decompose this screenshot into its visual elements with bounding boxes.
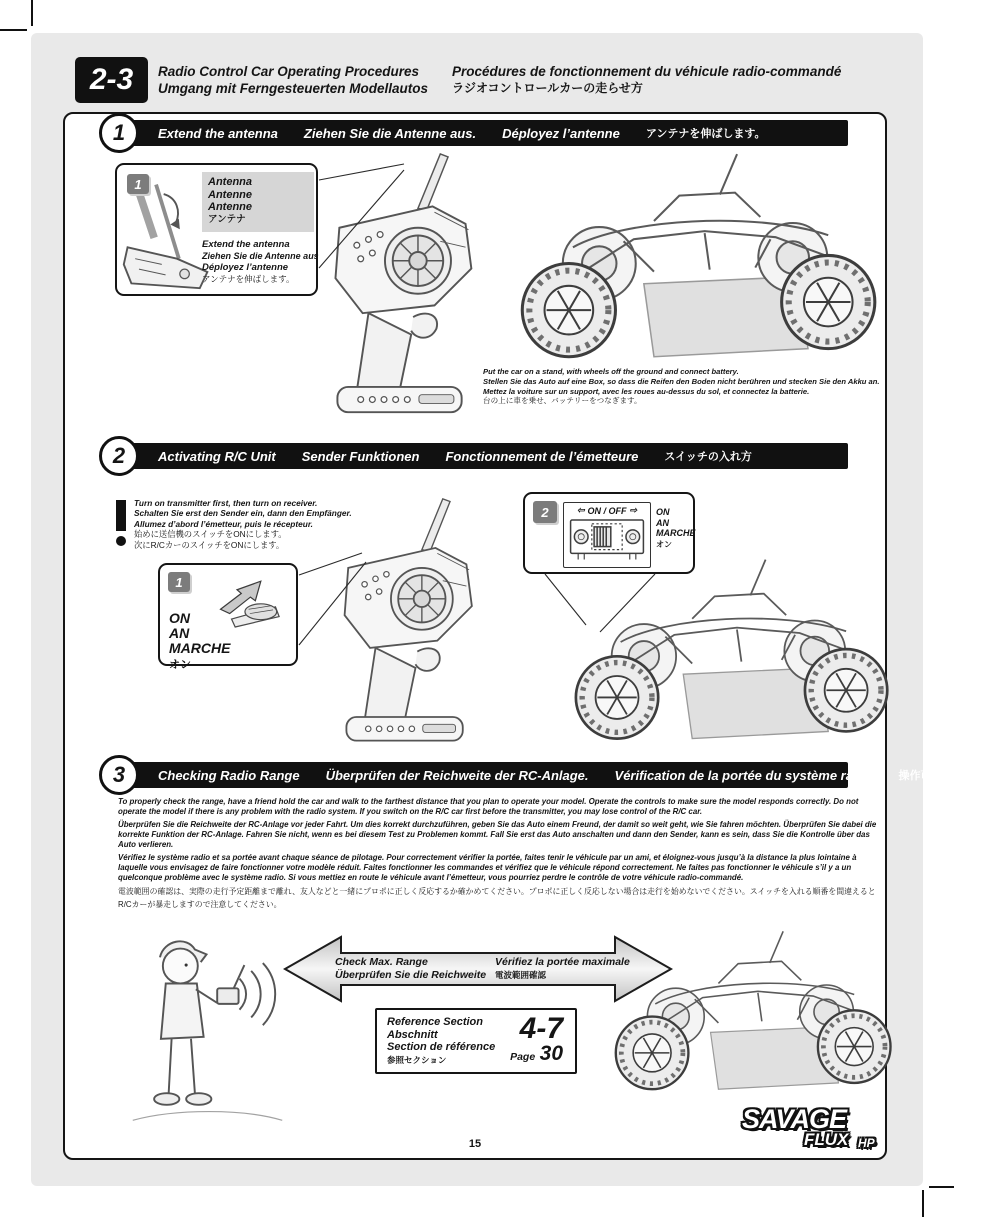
- reference-box: [375, 1008, 577, 1074]
- car-drawing-step3: [600, 928, 900, 1102]
- switch-label-row: [564, 505, 650, 516]
- step1-note-ja: 台の上に車を乗せ、バッテリーをつなぎます。: [483, 396, 642, 406]
- person-with-transmitter-drawing: [125, 928, 290, 1137]
- on-label: ON: [656, 507, 670, 517]
- page-title-col2: [452, 63, 841, 97]
- callout-badge-number: 1: [175, 574, 183, 590]
- arrow-right-icon: ⇨: [629, 505, 638, 515]
- on-label: ON: [169, 610, 190, 626]
- logo-savage-text: SAVAGE: [742, 1104, 847, 1134]
- page-title-fr: Procédures de fonctionnement du véhicule radio-commandé: [452, 64, 842, 79]
- antenna-caption-en: Extend the antenna: [202, 239, 290, 250]
- arrow-left-icon: ⇦: [576, 505, 585, 515]
- power-on-labels: [169, 611, 230, 672]
- step2-warning-ja2: 次にR/CカーのスイッチをONにします。: [134, 539, 285, 550]
- an-label: AN: [656, 517, 669, 528]
- antenna-caption-ja: アンテナを伸ばします。: [202, 273, 295, 284]
- range-label-col1: [335, 956, 486, 982]
- antenna-caption: [202, 239, 319, 285]
- reference-labels: [387, 1016, 495, 1066]
- page-title-de: Umgang mit Ferngesteuerten Modellautos: [158, 81, 429, 96]
- step1-note-de: Stellen Sie das Auto auf eine Box, so dass die Reifen den Boden nicht berühren und stecken Sie den Akku an.: [483, 376, 880, 386]
- car-drawing-step2: [558, 556, 898, 753]
- savage-flux-logo: [742, 1104, 892, 1162]
- page-title-en: Radio Control Car Operating Procedures: [158, 64, 420, 79]
- range-label-de: Überprüfen Sie die Reichweite: [335, 969, 487, 981]
- crop-mark-bottom-right-v: [922, 1190, 924, 1217]
- step1-note-en: Put the car on a stand, with wheels off the ground and connect battery.: [483, 367, 739, 376]
- on-label-ja: オン: [656, 539, 672, 549]
- step2-warning-ja1: 始めに送信機のスイッチをONにします。: [134, 529, 287, 540]
- step3-paragraphs: [118, 797, 880, 914]
- step2-heading-fr: Fonctionnement de l’émetteure: [445, 448, 639, 464]
- range-label-fr: Vérifiez la portée maximale: [495, 956, 630, 968]
- step2-warning-en: Turn on transmitter first, then turn on receiver.: [134, 498, 318, 508]
- an-label: AN: [169, 625, 190, 641]
- reference-label-de: Abschnitt: [387, 1028, 438, 1041]
- antenna-label-box: [202, 172, 314, 232]
- on-off-switch-drawing: [566, 517, 648, 561]
- reference-page: [510, 1042, 563, 1066]
- antenna-caption-de: Ziehen Sie die Antenne aus: [202, 250, 319, 261]
- reference-label-fr: Section de référence: [387, 1041, 496, 1053]
- antenna-caption-fr: Déployez l’antenne: [202, 262, 289, 273]
- step3-para-fr: Vérifiez le système radio et sa portée avant chaque séance de pilotage. Pour correctement vérifier la portée, faites tenir le véhicule par un ami, et éloignez-vous jusqu’à la distance la plus lointaine à laquelle vous envisagez de faire fonctionner votre modèle réduit. Faites fonctionner les commandes et vérifiez que le véhicule répond correctement. Ne faites pas fonctionner le véhicule s’il y a un quelconque problème avec le système radio. Si vous mettiez en route le véhicule avant l’émetteur, vous pourriez perdre le contrôle de votre véhicule radio-commandé.: [118, 853, 857, 882]
- callout-badge: [533, 501, 557, 523]
- callout-badge-number: 1: [134, 176, 142, 192]
- page-title-ja: ラジオコントロールカーの走らせ方: [452, 81, 643, 95]
- range-label-en: Check Max. Range: [335, 956, 428, 968]
- step3-para-ja: 電波範囲の確認は、実際の走行予定距離まで離れ、友人などと一緒にプロポに正しく反応するか確かめてください。プロポに正しく反応しない場合は走行を始めないでください。スイッチを入れる順番を間違えるとR/Cカーが暴走しますので注意してください。: [118, 887, 876, 909]
- step3-para-de: Überprüfen Sie die Reichweite der RC-Anlage vor jeder Fahrt. Um dies korrekt durchzuführen, geben Sie das Auto einem Freund, der damit so weit geht, wie Sie fahren möchten. Überprüfen Sie dabei die korrekte Funktion der RC-Anlage. Fahren Sie nicht, wenn es bei diesem Test zu Problemen kommt. Fall Sie erst das Auto anschalten und dann den Sender, kann es sein, dass Sie die Kontrolle über das Auto verlieren.: [118, 820, 877, 849]
- transmitter-drawing-step1: [318, 152, 483, 419]
- power-on-callout-box: [158, 563, 298, 671]
- logo-flux-text: FLUX: [804, 1130, 849, 1149]
- crop-mark-top-left-v: [31, 0, 33, 26]
- step2-header-bar: [120, 443, 848, 469]
- logo-hp-text: HP: [858, 1136, 875, 1150]
- marche-label: MARCHE: [656, 528, 696, 538]
- step2-heading-en: Activating R/C Unit: [158, 448, 276, 464]
- transmitter-drawing-step2: [328, 497, 483, 747]
- antenna-label-fr: Antenne: [208, 201, 252, 213]
- antenna-label-ja: アンテナ: [208, 213, 246, 225]
- page-title-col1: [158, 63, 428, 97]
- step1-heading-ja: アンテナを伸ばします。: [645, 128, 766, 140]
- antenna-label-en: Antenna: [208, 176, 252, 188]
- page-number: 15: [468, 1138, 482, 1150]
- reference-label-en: Reference Section: [387, 1016, 483, 1028]
- section-number: 2-3: [89, 63, 134, 96]
- callout-badge: [127, 174, 149, 194]
- step1-heading-en: Extend the antenna: [158, 125, 278, 141]
- step2-heading-ja: スイッチの入れ方: [664, 451, 752, 463]
- reference-page-number: 30: [539, 1042, 563, 1065]
- step2-number: 2: [112, 443, 126, 468]
- on-off-label: ON / OFF: [587, 505, 627, 516]
- step1-note-fr: Mettez la voiture sur un support, avec les roues au-dessus du sol, et connectez la batterie.: [483, 386, 810, 396]
- section-number-badge: [75, 57, 148, 103]
- step2-warning-de: Schalten Sie erst den Sender ein, dann den Empfänger.: [134, 508, 352, 519]
- step2-heading-de: Sender Funktionen: [301, 448, 420, 464]
- step1-number-circle: [99, 113, 139, 153]
- range-label-ja: 電波範囲確認: [495, 970, 547, 980]
- reference-section-number: 4-7: [519, 1012, 563, 1045]
- step3-number-circle: [99, 755, 139, 795]
- antenna-drawing: [121, 177, 213, 291]
- step3-number: 3: [112, 762, 126, 787]
- step1-note: [483, 367, 883, 406]
- callout-badge-number: 2: [541, 504, 549, 520]
- callout-badge: [168, 572, 190, 592]
- car-drawing-step1: [502, 150, 887, 373]
- marche-label: MARCHE: [169, 640, 231, 656]
- step1-number: 1: [112, 120, 126, 145]
- step3-heading-en: Checking Radio Range: [158, 767, 300, 783]
- step3-heading-de: Überprüfen der Reichweite der RC-Anlage.: [325, 767, 589, 783]
- step1-heading-fr: Déployez l’antenne: [502, 125, 620, 141]
- exclamation-icon: [116, 500, 126, 546]
- step3-header-bar: [120, 762, 997, 788]
- step3-heading-ja: 操作可能範囲の確認: [898, 770, 997, 782]
- crop-mark-bottom-right-h: [929, 1186, 954, 1188]
- receiver-on-labels: [656, 507, 696, 550]
- crop-mark-top-left-h: [0, 29, 27, 31]
- step1-header-bar: [120, 120, 848, 146]
- reference-label-ja: 参照セクション: [387, 1054, 447, 1065]
- step3-para-en: To properly check the range, have a friend hold the car and walk to the farthest distance that you plan to operate your model. Operate the controls to make sure the model responds correctly. Do not operate the model if there is any problem with the radio system. If you switch on the R/C car first before the transmitter, you may lose control of the R/C car.: [118, 797, 859, 816]
- step3-heading-fr: Vérification de la portée du système radio: [614, 767, 873, 783]
- step2-warning-fr: Allumez d’abord l’émetteur, puis le récepteur.: [134, 518, 313, 529]
- antenna-label-de: Antenne: [208, 188, 252, 201]
- antenna-callout-box: [115, 163, 318, 296]
- step1-heading-de: Ziehen Sie die Antenne aus.: [303, 125, 477, 141]
- reference-page-word: Page: [510, 1051, 536, 1063]
- on-label-ja: オン: [169, 659, 191, 671]
- step2-number-circle: [99, 436, 139, 476]
